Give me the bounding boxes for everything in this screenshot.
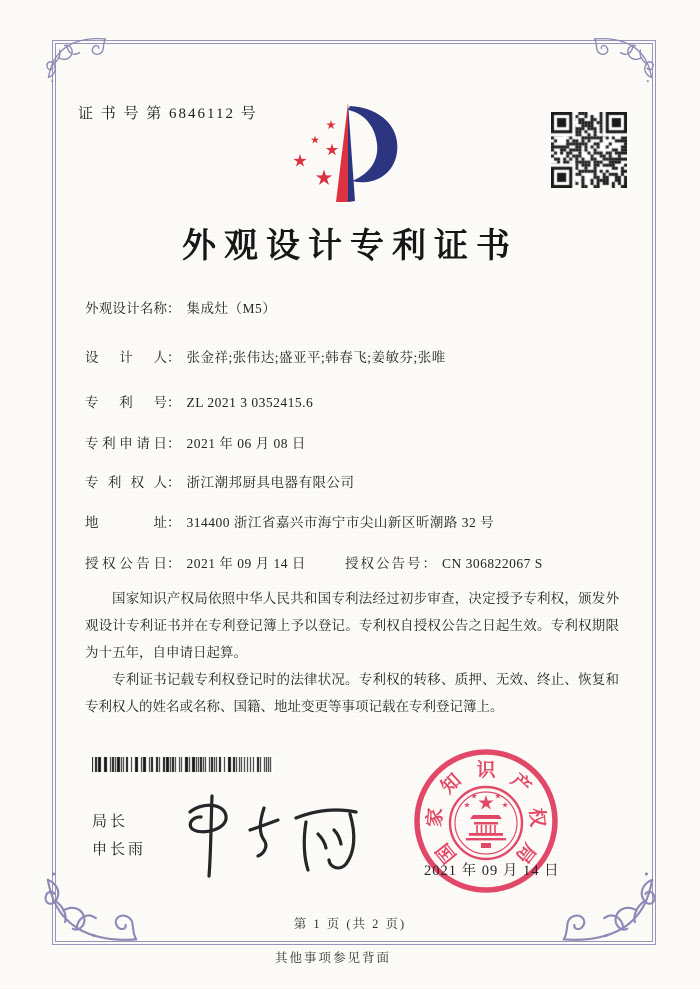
signer-block (92, 808, 146, 864)
field-value: 2021 年 06 月 08 日 (186, 436, 306, 451)
field-label: 地址 (85, 515, 167, 530)
signature-icon (168, 790, 378, 882)
field-patentee (85, 471, 355, 491)
field-label: 专利权人 (85, 475, 167, 490)
field-label: 外观设计名称 (85, 301, 167, 316)
seal-date: 2021 年 09 月 14 日 (424, 863, 560, 879)
seal-char: 知 (437, 769, 466, 799)
field-label: 设计人 (85, 350, 167, 365)
signer-name: 申长雨 (92, 842, 147, 858)
paragraph-grant: 国家知识产权局依照中华人民共和国专利法经过初步审查，决定授予专利权，颁发外观设计专利证书并在专利登记簿上予以登记。专利权自授权公告之日起生效。专利权期限为十五年，自申请日起算。 (85, 591, 619, 660)
field-grant-date (85, 552, 543, 572)
cnipa-logo-icon (282, 98, 418, 206)
legal-text (85, 585, 619, 720)
field-address (85, 511, 494, 531)
signer-title: 局长 (92, 814, 129, 830)
field-value: 2021 年 09 月 14 日 (186, 556, 306, 571)
corner-flourish-icon (560, 851, 656, 947)
field-value: 张金祥;张伟达;盛亚平;韩春飞;姜敏芬;张唯 (186, 350, 446, 365)
seal-char: 家 (424, 807, 447, 828)
back-note: 其他事项参见背面 (274, 951, 391, 965)
seal-char: 国 (432, 838, 461, 867)
national-emblem-icon (450, 787, 522, 859)
field-label: 授权公告号 (345, 556, 423, 571)
field-filing-date (85, 432, 306, 452)
certificate-number: 证 书 号 第 6846112 号 (78, 106, 258, 122)
field-label: 授权公告日 (85, 556, 167, 571)
field-value: 314400 浙江省嘉兴市海宁市尖山新区昕潮路 32 号 (186, 515, 495, 530)
field-design-name (85, 297, 276, 317)
field-colon: ： (167, 436, 181, 451)
field-label: 专利申请日 (85, 436, 167, 451)
field-value: 浙江潮邦厨具电器有限公司 (186, 475, 355, 490)
field-colon: ： (422, 556, 436, 571)
seal-char: 产 (506, 769, 535, 799)
field-value: ZL 2021 3 0352415.6 (186, 395, 314, 410)
field-colon: ： (167, 395, 181, 410)
field-patent-number (85, 391, 313, 411)
corner-flourish-icon (46, 34, 108, 96)
field-label: 专利号 (85, 395, 167, 410)
page-number: 第 1 页 (共 2 页) (293, 917, 407, 931)
field-colon: ： (167, 556, 181, 571)
seal-char: 局 (511, 838, 540, 867)
paragraph-register: 专利证书记载专利权登记时的法律状况。专利权的转移、质押、无效、终止、恢复和专利权人的姓名或名称、国籍、地址变更等事项记载在专利登记簿上。 (85, 672, 619, 714)
field-value: 集成灶（M5） (186, 301, 277, 316)
field-colon: ： (167, 515, 181, 530)
corner-flourish-icon (592, 34, 654, 96)
field-grant-number (345, 552, 543, 572)
field-value: CN 306822067 S (442, 556, 543, 571)
corner-flourish-icon (44, 851, 140, 947)
field-designers (85, 346, 446, 366)
barcode (92, 757, 274, 772)
field-colon: ： (167, 475, 181, 490)
seal-char: 权 (525, 807, 548, 828)
qr-code (551, 112, 627, 188)
field-colon: ： (167, 350, 181, 365)
certificate-title: 外观设计专利证书 (182, 228, 518, 265)
field-colon: ： (167, 301, 181, 316)
seal-char: 识 (476, 760, 496, 781)
